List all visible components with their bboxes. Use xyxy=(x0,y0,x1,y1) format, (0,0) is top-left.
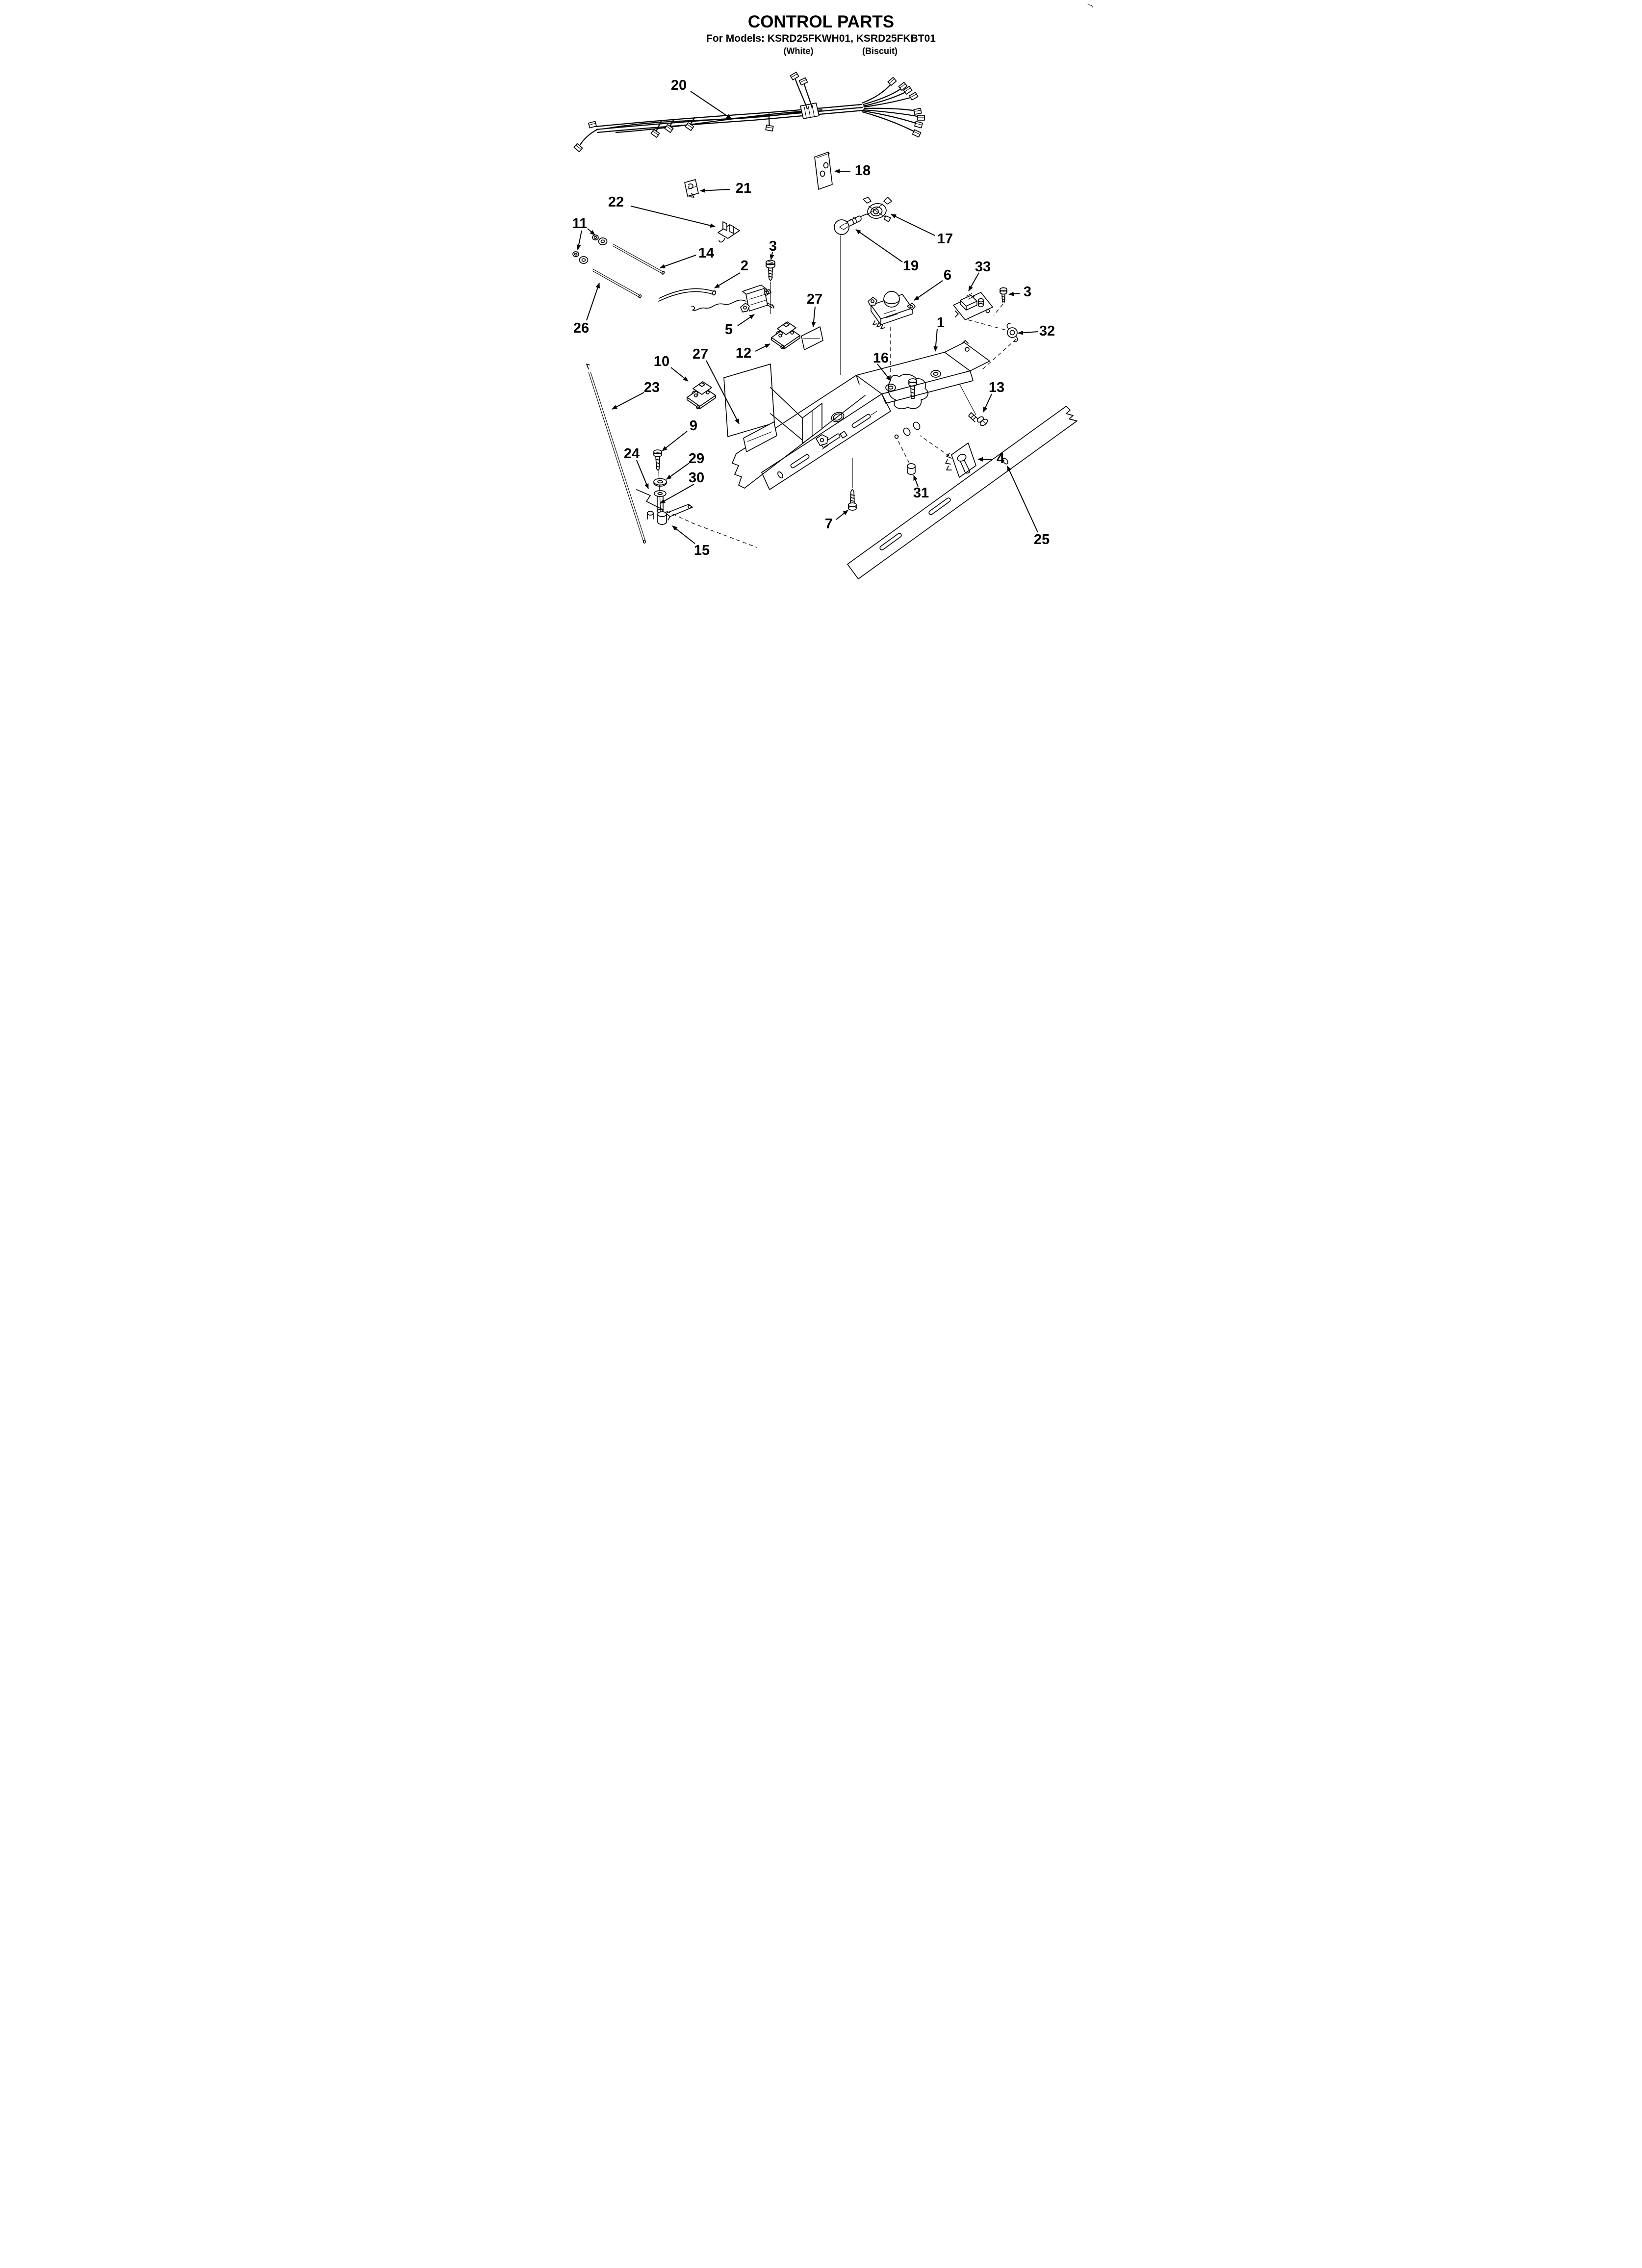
leader-arrow-1 xyxy=(935,329,937,351)
clip-21 xyxy=(685,180,698,197)
lamp-socket-17 xyxy=(861,197,892,222)
lamp-holder-4 xyxy=(920,436,976,477)
callout-18: 18 xyxy=(854,163,871,179)
callout-27: 27 xyxy=(692,346,709,362)
bracket-12 xyxy=(771,322,800,349)
leader-arrow-27 xyxy=(813,307,815,327)
rod-26 xyxy=(592,269,642,298)
callout-11: 11 xyxy=(572,216,588,232)
callout-9: 9 xyxy=(689,418,698,434)
leader-arrow-14 xyxy=(660,255,696,268)
leader-arrow-9 xyxy=(662,431,687,451)
screw-3-right xyxy=(994,288,1007,316)
callout-25: 25 xyxy=(1033,532,1050,547)
callout-6: 6 xyxy=(943,267,952,283)
leader-arrow-29 xyxy=(667,463,689,479)
wire-connector xyxy=(909,92,918,100)
control-housing-1 xyxy=(724,340,990,490)
leader-arrow-15 xyxy=(672,526,695,544)
callout-23: 23 xyxy=(643,380,660,395)
wire-connector xyxy=(651,130,659,137)
callout-32: 32 xyxy=(1039,323,1055,339)
leader-arrow-24 xyxy=(637,460,648,489)
trim-panel-25 xyxy=(847,406,1077,579)
leader-arrow-5 xyxy=(738,314,754,326)
wire-connector xyxy=(799,78,808,85)
page-title: CONTROL PARTS xyxy=(747,12,895,31)
leader-arrow-25 xyxy=(1007,466,1038,532)
leader-arrow-33 xyxy=(969,273,979,291)
wire-connector xyxy=(888,78,896,86)
finish-white: (White) xyxy=(783,46,814,56)
callout-24: 24 xyxy=(623,446,640,462)
callout-30: 30 xyxy=(688,470,705,486)
wire-harness-20 xyxy=(580,79,920,145)
callout-10: 10 xyxy=(653,354,670,369)
wire-connector xyxy=(915,121,923,128)
callout-19: 19 xyxy=(902,258,919,274)
clip-22 xyxy=(718,222,740,242)
callout-13: 13 xyxy=(988,380,1005,395)
leader-arrow-6 xyxy=(914,281,943,300)
lever-15 xyxy=(647,504,693,524)
housing-grommets-and-screw-16 xyxy=(886,370,941,409)
callout-12: 12 xyxy=(735,345,752,361)
label-plate-27-upper xyxy=(801,327,823,350)
tube-2 xyxy=(659,288,716,301)
leader-arrow-7 xyxy=(836,510,848,520)
leader-arrow-23 xyxy=(612,392,644,409)
callout-3: 3 xyxy=(1023,284,1032,300)
harness-wrap xyxy=(800,103,819,119)
callout-27: 27 xyxy=(806,291,823,307)
leader-arrow-2 xyxy=(715,273,740,288)
leader-arrow-11 xyxy=(578,231,582,250)
callout-4: 4 xyxy=(996,451,1005,467)
callout-7: 7 xyxy=(824,516,833,532)
wire-connector xyxy=(574,144,582,152)
finish-biscuit: (Biscuit) xyxy=(862,46,898,56)
callout-2: 2 xyxy=(740,258,749,274)
leader-arrow-21 xyxy=(700,189,730,191)
bracket-10 xyxy=(687,382,716,409)
title-block xyxy=(706,12,936,56)
exploded-view-art xyxy=(573,79,1077,579)
callout-17: 17 xyxy=(937,231,953,247)
wire-connector xyxy=(914,108,922,114)
leader-arrow-20 xyxy=(691,91,731,119)
bracket-33 xyxy=(953,292,993,320)
leader-arrow-19 xyxy=(856,230,902,262)
leader-arrow-26 xyxy=(587,283,599,320)
leader-arrow-22 xyxy=(631,206,715,227)
leader-arrow-10 xyxy=(671,367,688,381)
leader-arrow-32 xyxy=(1018,332,1038,333)
exploded-view-diagram xyxy=(547,0,1095,756)
wire-connector xyxy=(790,72,798,80)
callout-29: 29 xyxy=(688,451,705,467)
callout-26: 26 xyxy=(573,320,590,336)
button-31 xyxy=(895,421,922,474)
callout-31: 31 xyxy=(913,485,929,501)
callout-22: 22 xyxy=(608,194,624,210)
leader-arrow-11 xyxy=(588,229,595,235)
terminal-plate-18 xyxy=(815,152,832,189)
leader-arrow-3 xyxy=(1009,293,1020,294)
callout-20: 20 xyxy=(670,78,687,93)
wire-30 xyxy=(637,490,757,547)
rod-14 xyxy=(613,244,665,275)
bulb-19 xyxy=(834,216,861,375)
screw-13 xyxy=(959,384,989,427)
callout-16: 16 xyxy=(872,350,889,366)
timer-6 xyxy=(868,291,915,382)
leader-arrow-17 xyxy=(891,214,935,235)
callout-33: 33 xyxy=(975,259,991,275)
washer-29 xyxy=(654,479,667,487)
callout-1: 1 xyxy=(936,315,945,331)
wire-connector xyxy=(766,125,773,131)
callout-3: 3 xyxy=(769,238,777,254)
leader-arrow-13 xyxy=(983,394,992,412)
screw-7 xyxy=(848,458,856,510)
leader-arrow-4 xyxy=(978,459,992,460)
callout-21: 21 xyxy=(735,181,752,196)
models-line: For Models: KSRD25FKWH01, KSRD25FKBT01 xyxy=(706,33,936,44)
callout-14: 14 xyxy=(698,245,715,261)
corner-mark xyxy=(1088,3,1093,7)
callout-5: 5 xyxy=(724,322,733,338)
parts-diagram-page xyxy=(547,0,1095,756)
leader-arrow-12 xyxy=(755,344,770,351)
wire-connector xyxy=(913,130,921,137)
callout-15: 15 xyxy=(693,543,710,558)
wire-connector xyxy=(918,115,924,120)
